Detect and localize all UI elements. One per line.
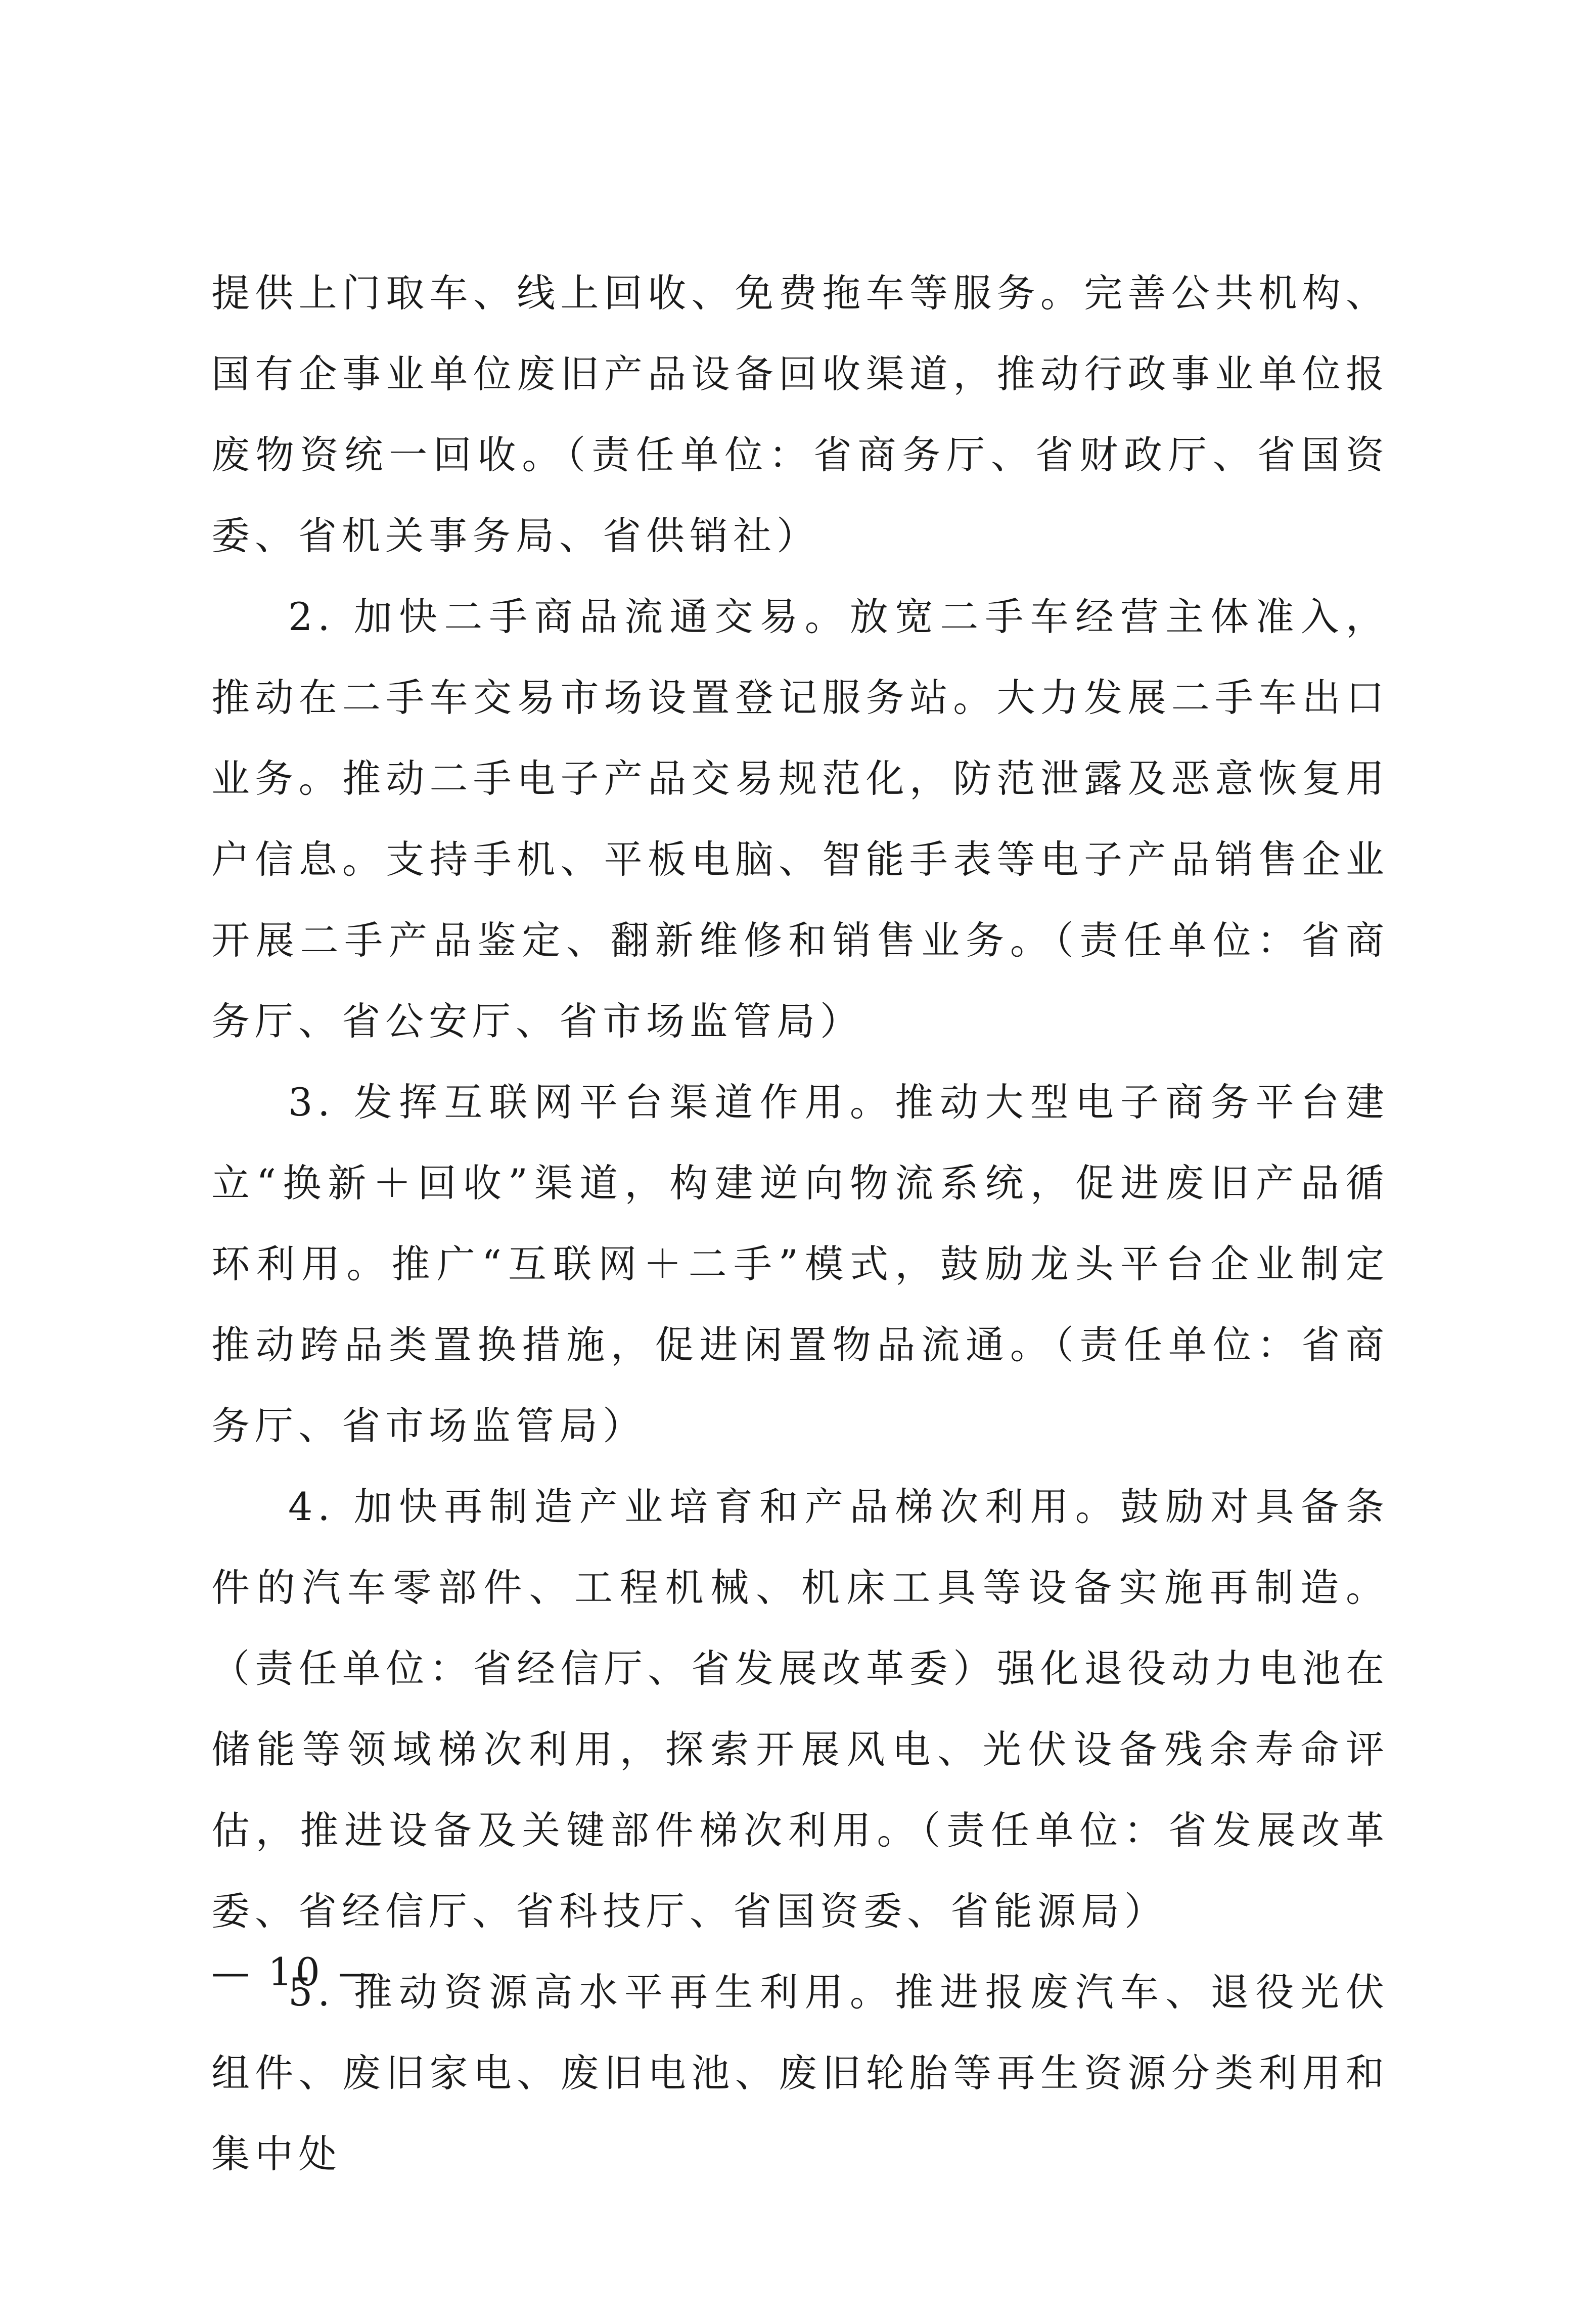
- paragraph-item-3: 3. 发挥互联网平台渠道作用。推动大型电子商务平台建立“换新＋回收”渠道，构建逆向物流系统，促进废旧产品循环利用。推广“互联网＋二手”模式，鼓励龙头平台企业制定推动跨品类置换措施，促进闲置物品流通。（责任单位：省商务厅、省市场监管局）: [211, 1080, 1389, 1448]
- paragraph-item-4: 4. 加快再制造产业培育和产品梯次利用。鼓励对具备条件的汽车零部件、工程机械、机床工具等设备实施再制造。（责任单位：省经信厅、省发展改革委）强化退役动力电池在储能等领域梯次利用，探索开展风电、光伏设备残余寿命评估，推进设备及关键部件梯次利用。（责任单位：省发展改革委、省经信厅、省科技厅、省国资委、省能源局）: [211, 1484, 1389, 1934]
- paragraph-item-5: 5. 推动资源高水平再生利用。推进报废汽车、退役光伏组件、废旧家电、废旧电池、废旧轮胎等再生资源分类利用和集中处: [211, 1970, 1389, 2176]
- body-text: [211, 253, 1389, 2195]
- page-number: — 10 —: [211, 1949, 380, 1994]
- paragraph-item-2: 2. 加快二手商品流通交易。放宽二手车经营主体准入，推动在二手车交易市场设置登记服务站。大力发展二手车出口业务。推动二手电子产品交易规范化，防范泄露及恶意恢复用户信息。支持手机、平板电脑、智能手表等电子产品销售企业开展二手产品鉴定、翻新维修和销售业务。（责任单位：省商务厅、省公安厅、省市场监管局）: [211, 594, 1389, 1044]
- paragraph-continuation: 提供上门取车、线上回收、免费拖车等服务。完善公共机构、国有企事业单位废旧产品设备回收渠道，推动行政事业单位报废物资统一回收。（责任单位：省商务厅、省财政厅、省国资委、省机关事务局、省供销社）: [211, 271, 1389, 558]
